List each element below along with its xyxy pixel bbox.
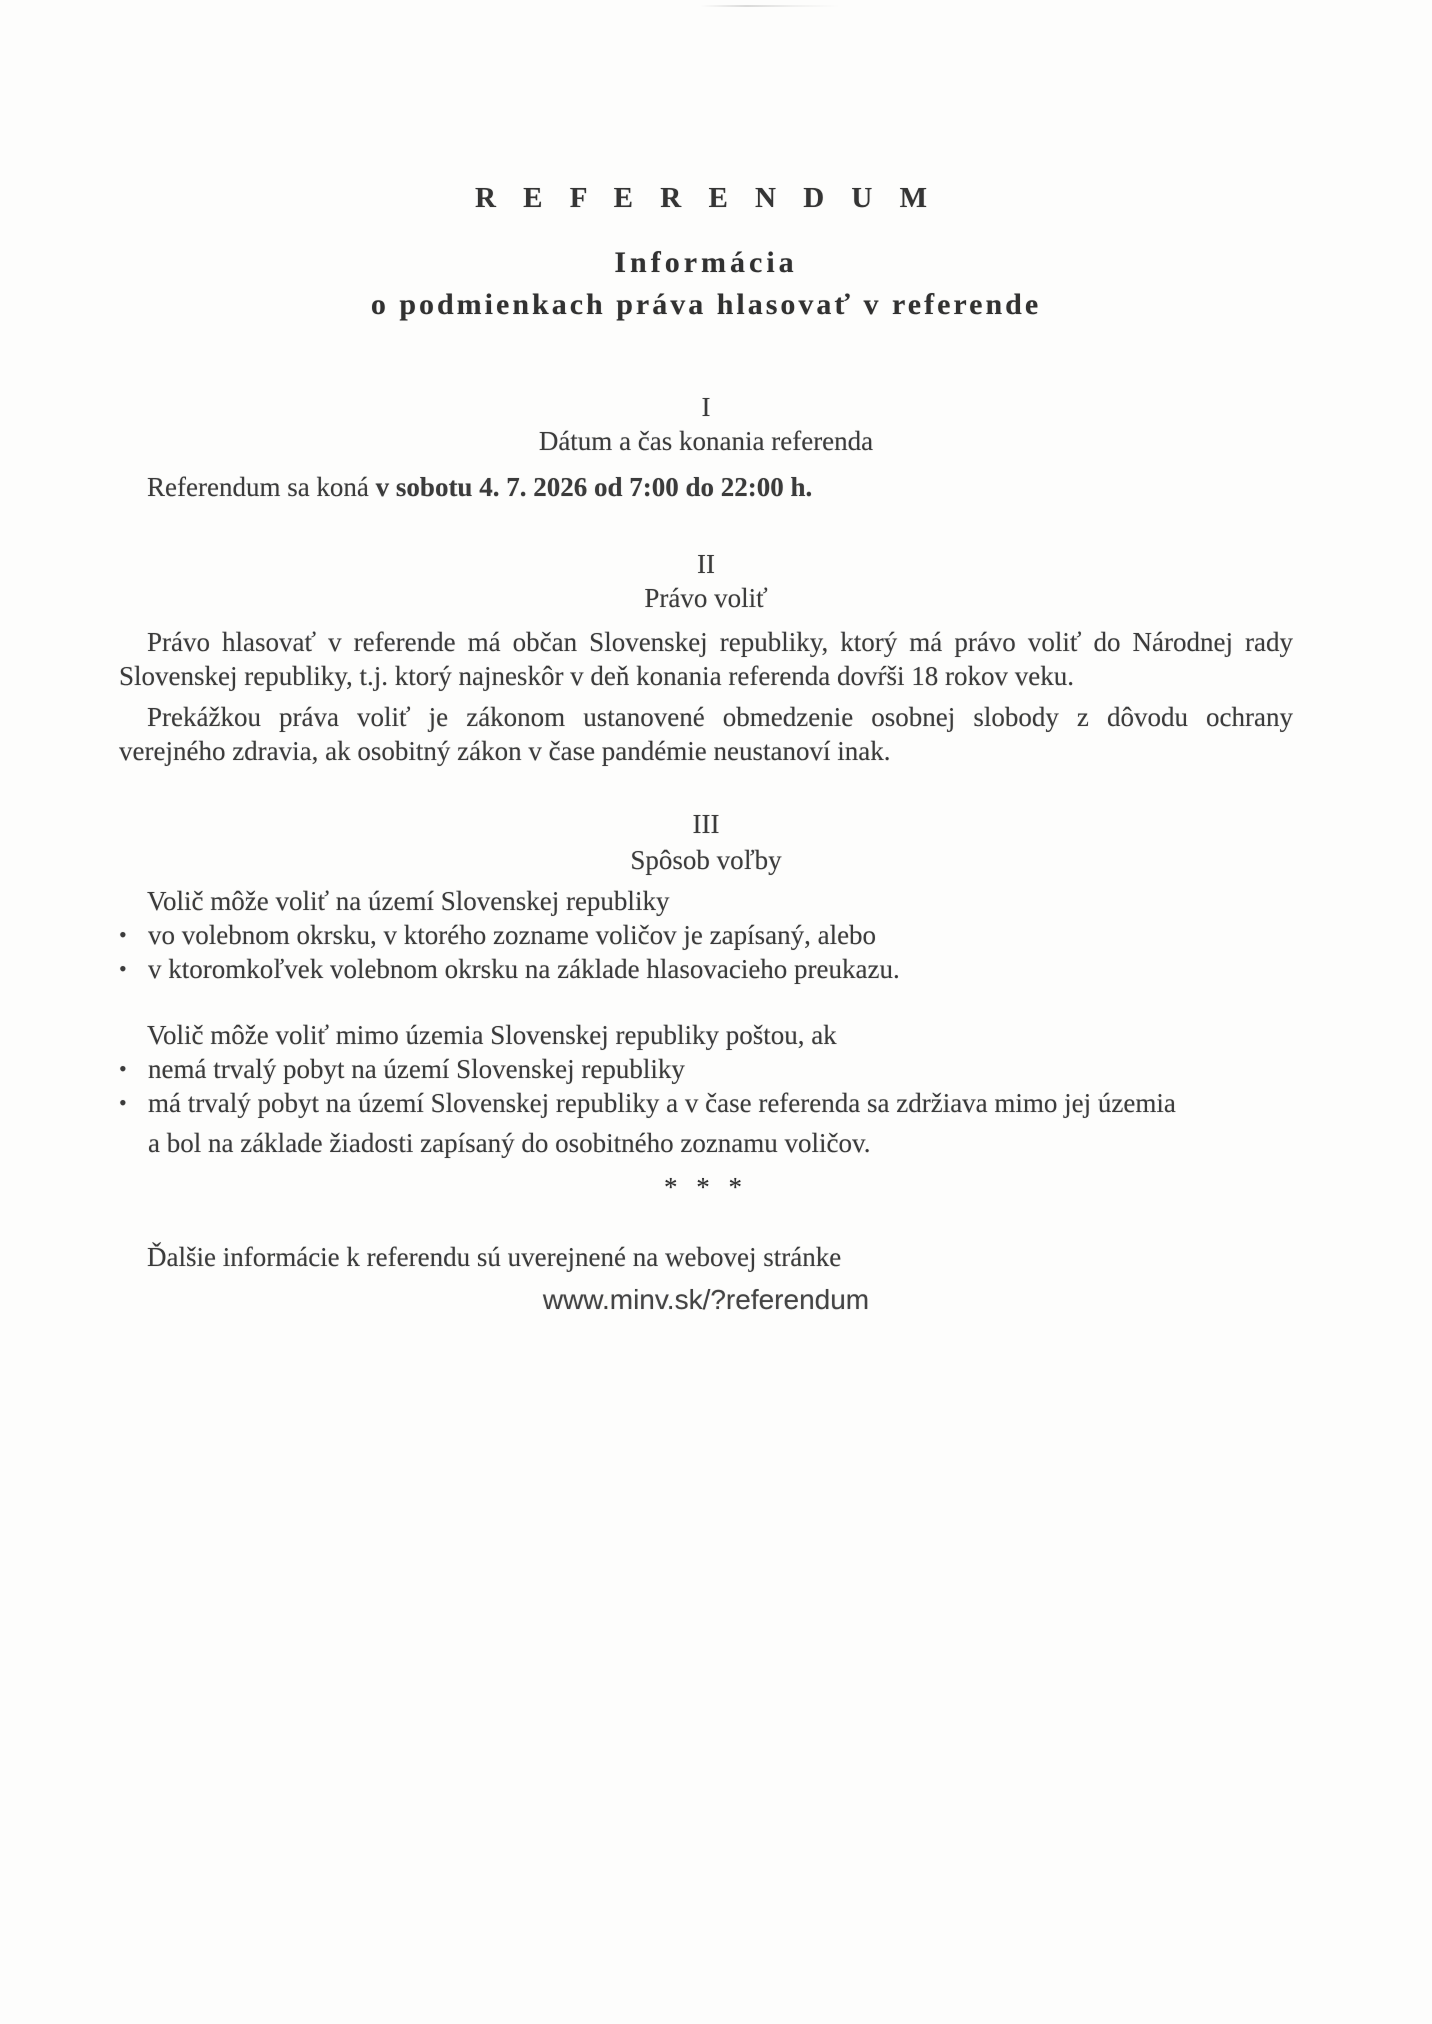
paragraph-line: Právo hlasovať v referende má občan Slovenskej republiky, ktorý má právo voliť do Národnej rady bbox=[147, 627, 1293, 657]
date-line-prefix: Referendum sa koná bbox=[147, 472, 376, 502]
list-item-text: v ktoromkoľvek volebnom okrsku na základe hlasovacieho preukazu. bbox=[148, 954, 900, 984]
list-item-text: má trvalý pobyt na území Slovenskej republiky a v čase referenda sa zdržiava mimo jej územia bbox=[148, 1088, 1176, 1118]
list-lead: Volič môže voliť mimo územia Slovenskej republiky poštou, ak bbox=[147, 1020, 837, 1050]
date-line-bold: v sobotu 4. 7. 2026 od 7:00 do 22:00 h. bbox=[375, 472, 813, 502]
footer-note: Ďalšie informácie k referendu sú uverejnené na webovej stránke bbox=[147, 1242, 842, 1272]
list-item-text: vo volebnom okrsku, v ktorého zozname voličov je zapísaný, alebo bbox=[148, 920, 877, 950]
voting-in-country-list bbox=[119, 884, 1293, 986]
paragraph-line: Slovenskej republiky, t.j. ktorý najneskôr v deň konania referenda dovŕši 18 rokov veku. bbox=[119, 661, 1075, 691]
section-3-heading: Spôsob voľby bbox=[630, 845, 782, 875]
section-3-numeral: III bbox=[692, 809, 720, 839]
asterisk-separator: * * * bbox=[664, 1172, 748, 1202]
bullet-icon: • bbox=[119, 1090, 127, 1115]
list-item-text: nemá trvalý pobyt na území Slovenskej republiky bbox=[148, 1054, 685, 1084]
bullet-icon: • bbox=[119, 956, 127, 981]
paragraph-right-to-vote bbox=[119, 625, 1293, 693]
voting-abroad-list bbox=[119, 1018, 1293, 1120]
list-item bbox=[119, 918, 1293, 952]
list-item bbox=[119, 952, 1293, 986]
paragraph-line: Prekážkou práva voliť je zákonom ustanovené obmedzenie osobnej slobody z dôvodu ochrany bbox=[147, 702, 1293, 732]
paragraph-voting-obstacle bbox=[119, 700, 1293, 768]
bullet-icon: • bbox=[119, 922, 127, 947]
section-1-heading: Dátum a čas konania referenda bbox=[538, 426, 874, 456]
footer-url: www.minv.sk/?referendum bbox=[542, 1284, 870, 1315]
bullet-icon: • bbox=[119, 1056, 127, 1081]
section-2-heading: Právo voliť bbox=[644, 583, 768, 613]
document-heading: Informácia bbox=[614, 246, 798, 279]
section-1-numeral: I bbox=[701, 392, 711, 422]
scan-artifact-line bbox=[700, 5, 840, 7]
referendum-date-line bbox=[119, 470, 1293, 504]
document-title: R E F E R E N D U M bbox=[474, 182, 937, 214]
list-item bbox=[119, 1086, 1293, 1120]
closing-line: a bol na základe žiadosti zapísaný do osobitného zoznamu voličov. bbox=[148, 1128, 871, 1158]
paragraph-line: verejného zdravia, ak osobitný zákon v čase pandémie neustanoví inak. bbox=[119, 736, 891, 766]
section-2-numeral: II bbox=[697, 549, 715, 579]
document-subheading: o podmienkach práva hlasovať v referende bbox=[370, 288, 1042, 321]
list-lead: Volič môže voliť na území Slovenskej republiky bbox=[147, 886, 670, 916]
list-item bbox=[119, 1052, 1293, 1086]
